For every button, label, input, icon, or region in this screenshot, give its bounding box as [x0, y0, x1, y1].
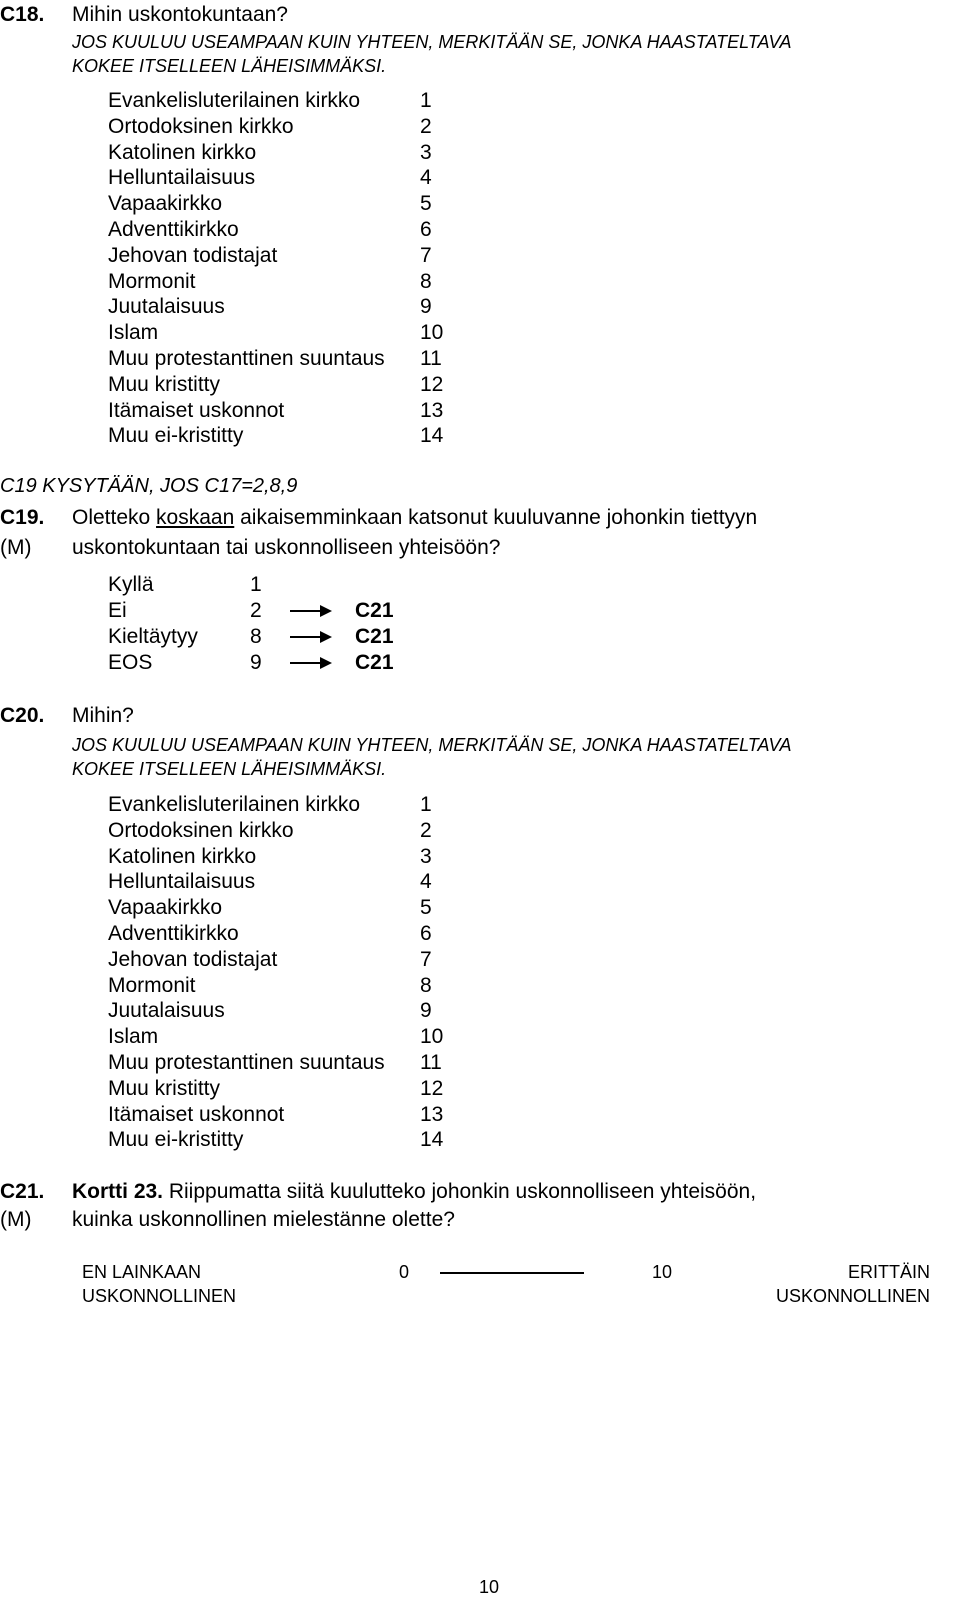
scale-min: 0 [399, 1262, 410, 1282]
option-code: 14 [420, 424, 444, 448]
option-label: Muu kristitty [108, 1076, 221, 1100]
option-row [0, 844, 960, 870]
option-label: Juutalaisuus [108, 295, 225, 319]
option-row [0, 140, 960, 166]
option-label: EOS [108, 651, 153, 674]
page-number: 10 [479, 1577, 500, 1597]
c19-question-line1 [72, 505, 757, 531]
option-row [0, 947, 960, 973]
option-label: Kieltäytyy [108, 625, 198, 648]
c19-number: C19. [0, 506, 45, 529]
c20-instruction-line2: KOKEE ITSELLEEN LÄHEISIMMÄKSI. [72, 759, 387, 779]
c18-instruction-line2: KOKEE ITSELLEEN LÄHEISIMMÄKSI. [72, 56, 387, 76]
option-code: 14 [420, 1128, 444, 1152]
option-code: 9 [250, 651, 262, 674]
c19-question-post: aikaisemminkaan katsonut kuuluvanne johonkin tiettyyn [234, 506, 758, 529]
option-label: Vapaakirkko [108, 896, 223, 920]
option-row [0, 1076, 960, 1102]
option-label: Ei [108, 599, 127, 622]
option-code: 8 [420, 269, 432, 293]
scale-right-label-line2: USKONNOLLINEN [775, 1286, 930, 1306]
c18-number: C18. [0, 3, 45, 26]
c19-option-row [0, 572, 960, 598]
c19-filter-note: C19 KYSYTÄÄN, JOS C17=2,8,9 [0, 475, 298, 497]
c21-question-rest: Riippumatta siitä kuulutteko johonkin uskonnolliseen yhteisöön, [163, 1180, 757, 1203]
option-label: Evankelisluterilainen kirkko [108, 89, 361, 112]
option-label: Mormonit [108, 269, 196, 293]
option-label: Ortodoksinen kirkko [108, 114, 294, 138]
c19-question-pre: Oletteko [72, 506, 157, 529]
option-row [0, 114, 960, 140]
c21-question-line2: kuinka uskonnollinen mielestänne olette? [72, 1208, 455, 1231]
option-label: Itämaiset uskonnot [108, 1102, 285, 1126]
c21-card-ref: Kortti 23. [72, 1180, 164, 1203]
option-row [0, 423, 960, 449]
skip-target: C21 [355, 625, 394, 648]
c18-question: Mihin uskontokuntaan? [72, 3, 288, 26]
skip-arrow-icon [290, 630, 332, 644]
option-label: Mormonit [108, 973, 196, 997]
option-row [0, 973, 960, 999]
option-label: Muu protestanttinen suuntaus [108, 1051, 385, 1074]
c19-marker: (M) [0, 536, 32, 559]
option-label: Muu ei-kristitty [108, 424, 244, 448]
option-row [0, 1050, 960, 1076]
option-code: 11 [420, 1051, 442, 1074]
option-row [0, 1127, 960, 1153]
c21-question-line1 [72, 1179, 756, 1205]
option-label: Katolinen kirkko [108, 140, 257, 164]
option-code: 13 [420, 1102, 444, 1126]
option-row [0, 165, 960, 191]
option-label: Vapaakirkko [108, 192, 223, 216]
c20-number: C20. [0, 704, 45, 727]
option-code: 6 [420, 922, 432, 945]
option-row [0, 294, 960, 320]
c19-question-line2: uskontokuntaan tai uskonnolliseen yhteisöön? [72, 536, 501, 559]
option-label: Jehovan todistajat [108, 947, 278, 971]
c19-option-row [0, 624, 960, 650]
c20-instruction-line1: JOS KUULUU USEAMPAAN KUIN YHTEEN, MERKITÄÄN SE, JONKA HAASTATELTAVA [72, 735, 792, 755]
option-code: 12 [420, 1076, 444, 1100]
scale-left-label-line1: EN LAINKAAN [82, 1262, 202, 1282]
option-code: 3 [420, 844, 432, 868]
option-code: 8 [250, 625, 262, 648]
option-row [0, 998, 960, 1024]
option-label: Islam [108, 321, 159, 345]
option-row [0, 320, 960, 346]
option-label: Adventtikirkko [108, 218, 239, 241]
c18-instruction-line1: JOS KUULUU USEAMPAAN KUIN YHTEEN, MERKITÄÄN SE, JONKA HAASTATELTAVA [72, 32, 792, 52]
option-code: 5 [420, 192, 432, 216]
option-code: 1 [420, 89, 432, 112]
scale-max: 10 [652, 1262, 673, 1282]
option-row [0, 88, 960, 114]
option-code: 1 [420, 793, 432, 816]
skip-arrow-icon [290, 604, 332, 618]
option-row [0, 398, 960, 424]
option-code: 3 [420, 140, 432, 164]
option-row [0, 346, 960, 372]
option-label: Juutalaisuus [108, 999, 225, 1023]
skip-arrow-icon [290, 656, 332, 670]
option-label: Kyllä [108, 573, 154, 596]
option-code: 5 [420, 896, 432, 920]
option-row [0, 217, 960, 243]
option-label: Adventtikirkko [108, 922, 239, 945]
scale-right-label-line1: ERITTÄIN [847, 1262, 930, 1282]
option-label: Muu kristitty [108, 372, 221, 396]
option-row [0, 191, 960, 217]
option-row [0, 921, 960, 947]
scale-line [440, 1271, 584, 1275]
option-row [0, 243, 960, 269]
option-label: Muu ei-kristitty [108, 1128, 244, 1152]
option-code: 13 [420, 398, 444, 422]
option-code: 10 [420, 1025, 444, 1049]
option-code: 9 [420, 999, 432, 1023]
option-code: 10 [420, 321, 444, 345]
option-row [0, 372, 960, 398]
option-code: 9 [420, 295, 432, 319]
option-code: 2 [250, 599, 262, 622]
c21-number: C21. [0, 1180, 45, 1203]
option-code: 1 [250, 573, 262, 596]
option-row [0, 895, 960, 921]
option-code: 8 [420, 973, 432, 997]
c20-question: Mihin? [72, 704, 134, 727]
c19-option-row [0, 650, 960, 676]
option-code: 4 [420, 870, 432, 894]
option-row [0, 792, 960, 818]
option-label: Evankelisluterilainen kirkko [108, 793, 361, 816]
option-code: 2 [420, 818, 432, 842]
option-label: Jehovan todistajat [108, 243, 278, 267]
option-code: 7 [420, 243, 432, 267]
option-label: Helluntailaisuus [108, 166, 256, 190]
option-label: Helluntailaisuus [108, 870, 256, 894]
c19-question-underlined: koskaan [156, 506, 235, 529]
skip-target: C21 [355, 599, 394, 622]
option-label: Ortodoksinen kirkko [108, 818, 294, 842]
option-code: 4 [420, 166, 432, 190]
option-code: 2 [420, 114, 432, 138]
option-code: 11 [420, 347, 442, 370]
option-row [0, 1102, 960, 1128]
option-label: Katolinen kirkko [108, 844, 257, 868]
option-label: Muu protestanttinen suuntaus [108, 347, 385, 370]
option-row [0, 1024, 960, 1050]
option-code: 6 [420, 218, 432, 241]
scale-left-label-line2: USKONNOLLINEN [82, 1286, 237, 1306]
option-row [0, 818, 960, 844]
option-code: 7 [420, 947, 432, 971]
option-label: Islam [108, 1025, 159, 1049]
c21-marker: (M) [0, 1208, 32, 1231]
c19-option-row [0, 598, 960, 624]
option-label: Itämaiset uskonnot [108, 398, 285, 422]
option-row [0, 869, 960, 895]
option-code: 12 [420, 372, 444, 396]
skip-target: C21 [355, 651, 394, 674]
option-row [0, 269, 960, 295]
